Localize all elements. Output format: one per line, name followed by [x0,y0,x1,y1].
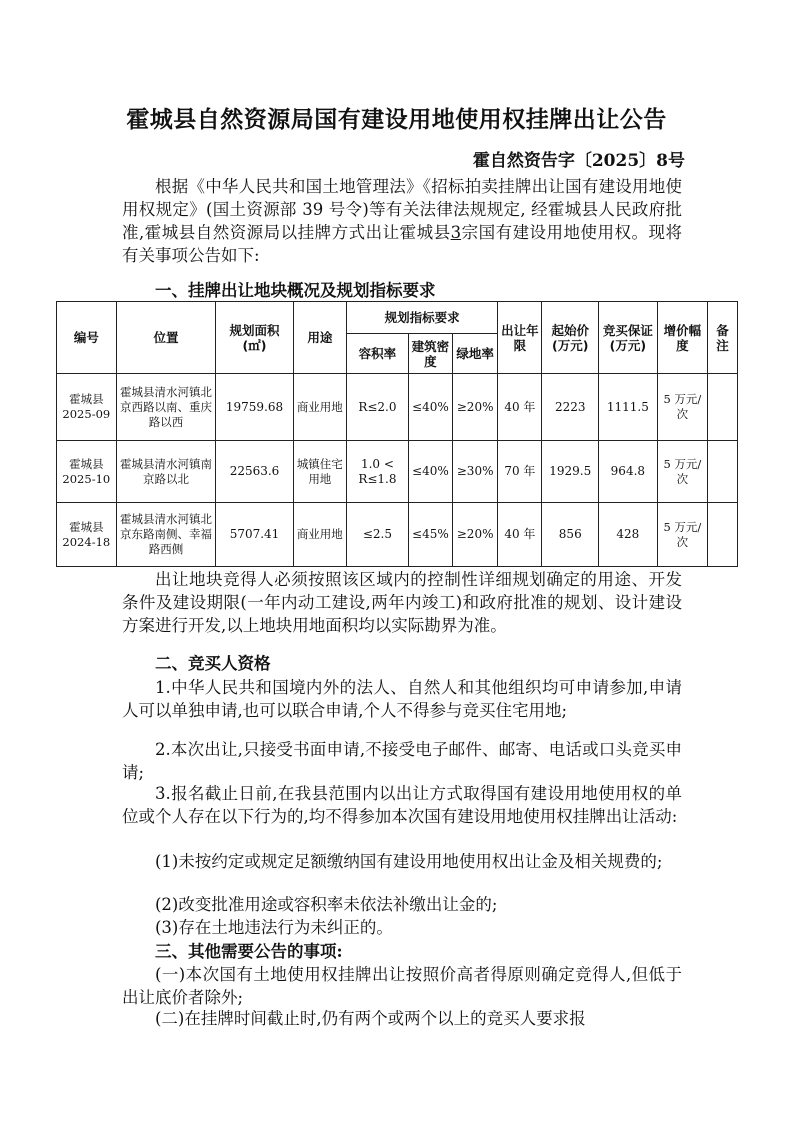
cell-start-price: 1929.5 [542,441,599,503]
land-plots-table [56,301,738,567]
header-remark: 备注 [708,302,738,374]
cell-green: ≥30% [453,441,498,503]
cell-id: 霍城县2025-09 [57,374,117,441]
intro-paragraph [122,175,682,267]
cell-increment: 5 万元/次 [657,503,707,567]
cell-remark [708,503,738,567]
cell-location: 霍城县清水河镇北京东路南侧、幸福路西侧 [116,503,216,567]
header-far: 容积率 [347,334,409,374]
table-row [57,503,738,567]
cell-density: ≤40% [408,374,452,441]
intro-text-before: 根据《中华人民共和国土地管理法》《招标拍卖挂牌出让国有建设用地使用权规定》(国土资源部 39 号令)等有关法律法规规定, 经霍城县人民政府批准,霍城县自然资源局以挂牌方式出让霍城县 [122,177,682,242]
cell-area: 5707.41 [216,503,293,567]
intro-text-after: 宗国有建设用地使用权。现将有关事项公告如下: [122,223,682,265]
cell-green: ≥20% [453,503,498,567]
cell-use: 商业用地 [293,374,346,441]
header-id: 编号 [57,302,117,374]
cell-green: ≥20% [453,374,498,441]
restriction-item-3: (3)存在土地违法行为未纠正的。 [155,918,393,937]
cell-id: 霍城县2024-18 [57,503,117,567]
section-2-heading: 二、竞买人资格 [155,654,271,673]
cell-use: 城镇住宅用地 [293,441,346,503]
cell-location: 霍城县清水河镇南京路以北 [116,441,216,503]
cell-density: ≤45% [408,503,452,567]
cell-start-price: 2223 [542,374,599,441]
cell-density: ≤40% [408,441,452,503]
qualification-item-2: 2.本次出让,只接受书面申请,不接受电子邮件、邮寄、电话或口头竞买申请; [122,740,682,782]
cell-use: 商业用地 [293,503,346,567]
cell-remark [708,374,738,441]
section-3-heading: 三、其他需要公告的事项: [155,942,343,961]
other-item-2: (二)在挂牌时间截止时,仍有两个或两个以上的竞买人要求报 [155,1009,586,1028]
cell-term: 40 年 [498,374,542,441]
header-location: 位置 [116,302,216,374]
qualification-item-3: 3.报名截止日前,在我县范围内以出让方式取得国有建设用地使用权的单位或个人存在以下行为的,均不得参加本次国有建设用地使用权挂牌出让活动: [122,784,682,826]
restriction-item-2: (2)改变批准用途或容积率未依法补缴出让金的; [155,895,498,914]
cell-increment: 5 万元/次 [657,374,707,441]
restriction-item-1: (1)未按约定或规定足额缴纳国有建设用地使用权出让金及相关规费的; [155,852,663,871]
cell-area: 22563.6 [216,441,293,503]
qualification-item-1: 1.中华人民共和国境内外的法人、自然人和其他组织均可申请参加,申请人可以单独申请,也可以联合申请,个人不得参与竞买住宅用地; [122,678,682,720]
header-start-price: 起始价(万元) [542,302,599,374]
table-row [57,441,738,503]
plot-count: 3 [450,223,462,242]
cell-area: 19759.68 [216,374,293,441]
cell-id: 霍城县2025-10 [57,441,117,503]
header-increment: 增价幅 度 [657,302,707,374]
cell-far: R≤2.0 [347,374,409,441]
header-indicators: 规划指标要求 [347,302,498,334]
other-item-1: (一)本次国有土地使用权挂牌出让按照价高者得原则确定竞得人,但低于出让底价者除外; [122,965,682,1007]
header-use: 用途 [293,302,346,374]
header-density: 建筑密度 [408,334,452,374]
cell-deposit: 964.8 [599,441,658,503]
cell-start-price: 856 [542,503,599,567]
page-title: 霍城县自然资源局国有建设用地使用权挂牌出让公告 [126,106,667,133]
cell-term: 40 年 [498,503,542,567]
cell-deposit: 1111.5 [599,374,658,441]
cell-term: 70 年 [498,441,542,503]
cell-increment: 5 万元/次 [657,441,707,503]
section-1-heading: 一、挂牌出让地块概况及规划指标要求 [155,281,436,300]
after-table-paragraph: 出让地块竞得人必须按照该区域内的控制性详细规划确定的用途、开发条件及建设期限(一年内动工建设,两年内竣工)和政府批准的规划、设计建设方案进行开发,以上地块用地面积均以实际勘界为准。 [122,570,682,635]
header-term: 出让年限 [498,302,542,374]
header-green: 绿地率 [453,334,498,374]
header-deposit: 竞买保证(万元) [599,302,658,374]
cell-deposit: 428 [599,503,658,567]
table-row [57,374,738,441]
cell-far: ≤2.5 [347,503,409,567]
cell-far: 1.0 < R≤1.8 [347,441,409,503]
cell-remark [708,441,738,503]
cell-location: 霍城县清水河镇北京西路以南、重庆路以西 [116,374,216,441]
document-number: 霍自然资告字〔2025〕8号 [472,151,685,171]
header-area: 规划面积(㎡) [216,302,293,374]
